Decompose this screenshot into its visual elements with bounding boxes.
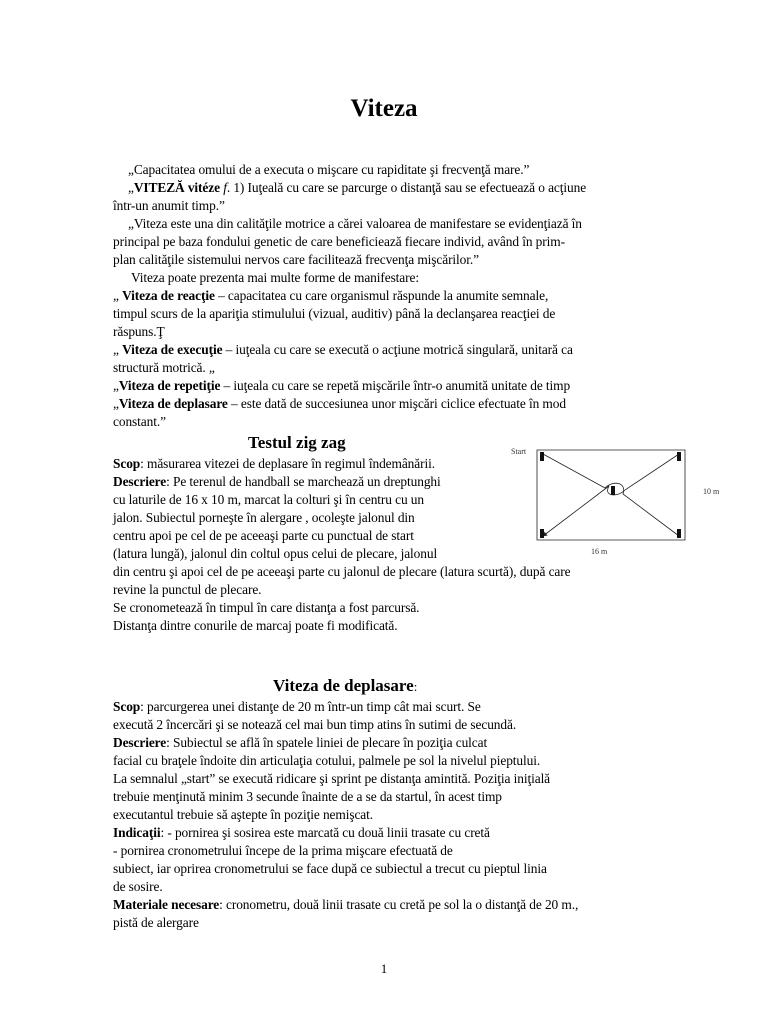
intro-quote-3-line-1: „Viteza este una din calităţile motrice a cărei valoarea de manifestare se evidenţiază în bbox=[128, 216, 582, 231]
intro-quote-3-line-2: principal pe baza fondului genetic de care beneficiează fiecare individ, având în prim- bbox=[113, 234, 565, 249]
zigzag-heading: Testul zig zag bbox=[248, 433, 346, 452]
deplasare-desc-line-4: trebuie menţinută minim 3 secunde înainte de a se da startul, în acest timp bbox=[113, 789, 502, 804]
form-text: – iuţeala cu care se repetă mişcările într-o anumită unitate de timp bbox=[220, 378, 571, 393]
zigzag-desc-line-7: revine la punctul de plecare. bbox=[113, 582, 262, 597]
descriere-text: : Subiectul se află în spatele liniei de plecare în poziţia culcat bbox=[166, 735, 488, 750]
deplasare-indicatii bbox=[113, 825, 490, 841]
form-term-reaction: Viteza de reacţie bbox=[122, 288, 215, 303]
dict-open-quote: „ bbox=[128, 180, 134, 195]
intro-quote-1: „Capacitatea omului de a executa o mişcare cu rapiditate şi frecvenţă mare.” bbox=[128, 162, 530, 177]
deplasare-materiale bbox=[113, 897, 578, 913]
deplasare-heading bbox=[273, 676, 417, 697]
descriere-label: Descriere bbox=[113, 735, 167, 750]
deplasare-descriere bbox=[113, 735, 487, 751]
deplasare-desc-line-2: facial cu braţele îndoite din articulaţia cotului, palmele pe sol la nivelul pieptului. bbox=[113, 753, 541, 768]
deplasare-heading-text: Viteza de deplasare bbox=[273, 676, 414, 695]
form-text: – iuţeala cu care se execută o acţiune motrică singulară, unitară ca bbox=[222, 342, 573, 357]
cone-top-right bbox=[677, 452, 681, 461]
cone-bottom-left bbox=[540, 529, 544, 538]
form-prefix: „ bbox=[113, 396, 119, 411]
dict-pos: f bbox=[219, 180, 227, 195]
scop-text: : măsurarea vitezei de deplasare în regimul îndemânării. bbox=[140, 456, 435, 471]
intro-dictionary-line bbox=[128, 180, 586, 196]
cone-bottom-right bbox=[677, 529, 681, 538]
diagram-width-label: 16 m bbox=[591, 547, 608, 556]
cone-top-left bbox=[540, 452, 544, 461]
materiale-label: Materiale necesare bbox=[113, 897, 220, 912]
materiale-text: : cronometru, două linii trasate cu cretă pe sol la o distanţă de 20 m., bbox=[219, 897, 579, 912]
form-execution bbox=[113, 342, 573, 358]
form-term-repetition: Viteza de repetiţie bbox=[118, 378, 221, 393]
form-prefix: „ bbox=[113, 378, 119, 393]
indicatii-text: : - pornirea şi sosirea este marcată cu două linii trasate cu cretă bbox=[160, 825, 490, 840]
form-prefix: „ bbox=[113, 288, 123, 303]
zigzag-line-9: Distanţa dintre conurile de marcaj poate fi modificată. bbox=[113, 618, 398, 633]
dict-term: VITEZĂ vitéze bbox=[133, 180, 220, 195]
zigzag-desc-line-2: cu laturile de 16 x 10 m, marcat la colturi şi în centru cu un bbox=[113, 492, 424, 507]
descriere-text: : Pe terenul de handball se marchează un dreptunghi bbox=[166, 474, 441, 489]
diagram-start-label: Start bbox=[511, 447, 527, 456]
form-repetition bbox=[113, 378, 570, 394]
form-execution-line-2: structură motrică. „ bbox=[113, 360, 215, 375]
deplasare-ind-line-4: de sosire. bbox=[113, 879, 163, 894]
form-prefix: „ bbox=[113, 342, 123, 357]
intro-quote-3-line-3: plan calităţile sistemului nervos care facilitează frecvenţa mişcărilor.” bbox=[113, 252, 479, 267]
deplasare-ind-line-2: - pornirea cronometrului începe de la prima mişcare efectuată de bbox=[113, 843, 453, 858]
forms-intro: Viteza poate prezenta mai multe forme de manifestare: bbox=[131, 270, 419, 285]
deplasare-scop bbox=[113, 699, 481, 715]
deplasare-mat-line-2: pistă de alergare bbox=[113, 915, 199, 930]
form-reaction bbox=[113, 288, 548, 304]
page-title: Viteza bbox=[350, 95, 418, 122]
zigzag-desc-line-3: jalon. Subiectul porneşte în alergare , ocoleşte jalonul din bbox=[113, 510, 415, 525]
intro-dictionary-line-2: într-un anumit timp.” bbox=[113, 198, 225, 213]
deplasare-desc-line-5: executantul trebuie să aştepte în poziţie nemişcat. bbox=[113, 807, 374, 822]
form-reaction-line-2: timpul scurs de la apariţia stimulului (vizual, auditiv) până la declanşarea reacţiei de bbox=[113, 306, 556, 321]
zigzag-desc-line-6: din centru şi apoi cel de pe aceeaşi parte cu jalonul de plecare (latura scurtă), după care bbox=[113, 564, 571, 579]
descriere-label: Descriere bbox=[113, 474, 167, 489]
scop-label: Scop bbox=[113, 699, 141, 714]
indicatii-label: Indicaţii bbox=[113, 825, 161, 840]
scop-text: : parcurgerea unei distanţe de 20 m într-un timp cât mai scurt. Se bbox=[140, 699, 481, 714]
zigzag-desc-line-5: (latura lungă), jalonul din coltul opus celui de plecare, jalonul bbox=[113, 546, 438, 561]
form-text: – capacitatea cu care organismul răspunde la anumite semnale, bbox=[214, 288, 549, 303]
scop-label: Scop bbox=[113, 456, 141, 471]
diagram-height-label: 10 m bbox=[703, 487, 720, 496]
form-displacement bbox=[113, 396, 566, 412]
zigzag-line-8: Se cronometează în timpul în care distanţa a fost parcursă. bbox=[113, 600, 420, 615]
zigzag-diagram bbox=[505, 440, 745, 562]
zigzag-descriere bbox=[113, 474, 441, 490]
form-term-displacement: Viteza de deplasare bbox=[118, 396, 228, 411]
deplasare-desc-line-3: La semnalul „start” se execută ridicare şi sprint pe distanţa amintită. Poziţia iniţială bbox=[113, 771, 551, 786]
form-reaction-line-3: răspuns.Ţ bbox=[113, 324, 165, 339]
form-displacement-line-2: constant.” bbox=[113, 414, 166, 429]
zigzag-scop bbox=[113, 456, 435, 472]
zigzag-desc-line-4: centru apoi pe cel de pe aceeaşi parte cu punctual de start bbox=[113, 528, 414, 543]
cone-center bbox=[611, 486, 615, 495]
deplasare-scop-line-2: execută 2 încercări şi se notează cel mai bun timp atins în sutimi de secundă. bbox=[113, 717, 517, 732]
form-term-execution: Viteza de execuţie bbox=[122, 342, 223, 357]
dict-rest: . 1) Iuţeală cu care se parcurge o distanţă sau se efectuează o acţiune bbox=[226, 180, 587, 195]
form-text: – este dată de succesiunea unor mişcări ciclice efectuate în mod bbox=[227, 396, 566, 411]
page-number: 1 bbox=[380, 961, 388, 976]
deplasare-heading-suffix: : bbox=[413, 679, 418, 694]
deplasare-ind-line-3: subiect, iar oprirea cronometrului se face după ce subiectul a trecut cu pieptul linia bbox=[113, 861, 547, 876]
